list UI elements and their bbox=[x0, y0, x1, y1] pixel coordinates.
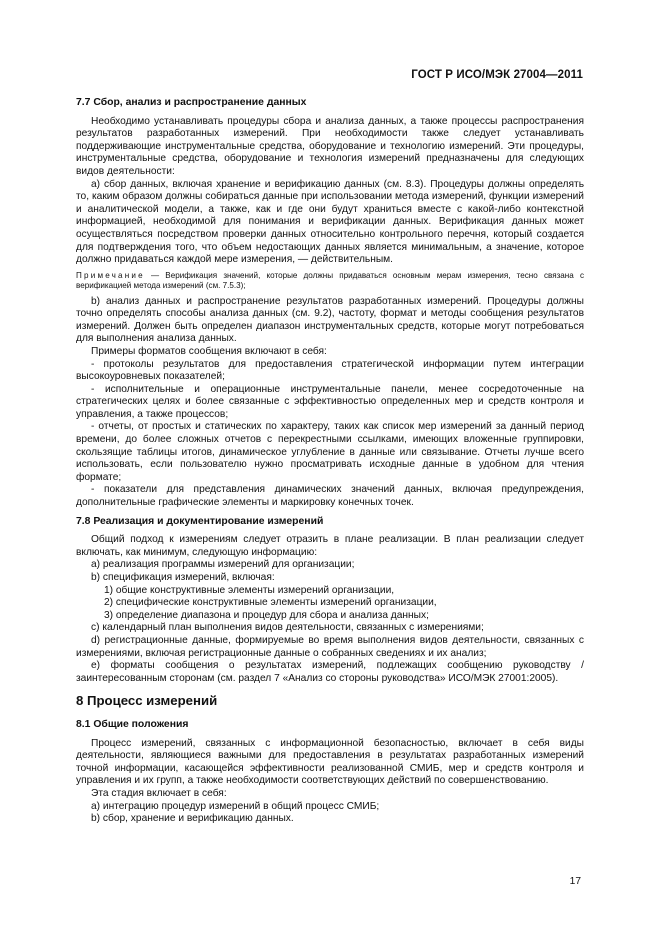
paragraph: Общий подход к измерениям следует отразить в плане реализации. В план реализации следует включать, как минимум, следующую информацию: bbox=[76, 534, 584, 558]
section-8-heading: 8 Процесс измерений bbox=[76, 693, 218, 709]
section-8-1-heading: 8.1 Общие положения bbox=[76, 718, 189, 730]
list-item-e: e) форматы сообщения о результатах измерений, подлежащих сообщению руководству / заинтересованным сторонам (см. раздел 7 «Анализ со стороны руководства» ИСО/МЭК 27001:2005). bbox=[76, 660, 584, 684]
page-number: 17 bbox=[569, 876, 581, 887]
document-header: ГОСТ Р ИСО/МЭК 27004—2011 bbox=[411, 69, 583, 81]
note-text: — Верификация значений, которые должны придаваться основным мерам измерения, тесно связана с верификацией метода измерений (см. 7.5.3); bbox=[76, 270, 584, 291]
list-item-b: b) спецификация измерений, включая: bbox=[91, 572, 275, 583]
list-item-a: a) интеграцию процедур измерений в общий процесс СМИБ; bbox=[91, 800, 380, 812]
paragraph: Эта стадия включает в себя: bbox=[91, 787, 227, 799]
paragraph: Процесс измерений, связанных с информационной безопасностью, включает в себя виды деятельности, являющиеся важными для предоставления в результатах разработанных измерений точной информации, касающейся эффективности реализованной СМИБ, мер и средств контроля и управления и их групп, а также необходимости соответствующих действий по совершенствованию. bbox=[76, 737, 584, 787]
section-7-8-heading: 7.8 Реализация и документирование измерений bbox=[76, 515, 324, 527]
list-item-c: c) календарный план выполнения видов деятельности, связанных с измерениями; bbox=[91, 622, 484, 634]
list-item-a: a) сбор данных, включая хранение и верификацию данных (см. 8.3). Процедуры должны определять то, каким образом должны собираться данные при использовании метода измерений, функции измерений и аналитической модели, а также, как и где они будут храниться вместе с какой-либо контекстной информацией, необходимой для понимания и верификации данных. Верификация данных может осуществляться посредством проверки данных относительно контрольного перечня, который создается для подтверждения того, что объем недостающих данных является минимальным, а значение, которое должно придаваться каждой мере измерения, — действительным. bbox=[76, 178, 584, 266]
list-item: - показатели для представления динамических значений данных, включая предупреждения, дополнительные графические элементы и маркировку конечных точек. bbox=[76, 484, 584, 509]
sub-list-item: 2) специфические конструктивные элементы измерений организации, bbox=[104, 597, 437, 609]
note-label: Примечание bbox=[76, 270, 145, 280]
list-item-d: d) регистрационные данные, формируемые во время выполнения видов деятельности, связанных с измерениями, включая регистрационные данные о собранных сведениях и их анализ; bbox=[76, 634, 584, 659]
list-item-a: a) реализация программы измерений для организации; bbox=[91, 559, 355, 571]
note bbox=[76, 271, 584, 292]
section-7-7-heading: 7.7 Сбор, анализ и распространение данных bbox=[76, 97, 307, 108]
paragraph: Примеры форматов сообщения включают в себя: bbox=[91, 345, 327, 357]
list-item: - протоколы результатов для предоставления стратегической информации путем интеграции высокоуровневых показателей; bbox=[76, 358, 584, 383]
list-item-b: b) сбор, хранение и верификацию данных. bbox=[91, 813, 294, 825]
sub-list-item: 3) определение диапазона и процедур для сбора и анализа данных; bbox=[104, 609, 429, 621]
list-item: - отчеты, от простых и статических по характеру, таких как список мер измерений за данный период времени, до более сложных отчетов с перекрестными ссылками, имеющих вложенные группировки, скользящие таблицы итогов, динамическое углубление в данные или связывание. Отчеты лучше всего использовать, если пользователю нужно просматривать исходные данные в удобном для чтения формате; bbox=[76, 421, 584, 483]
sub-list-item: 1) общие конструктивные элементы измерений организации, bbox=[104, 584, 395, 596]
paragraph: Необходимо устанавливать процедуры сбора и анализа данных, а также процессы распространения результатов разработанных измерений. При необходимости также следует устанавливать поддерживающие инструментальные средства, оборудование и технологию измерений. Эти процедуры, инструментальные средства, оборудование и технология измерений предназначены для следующих видов деятельности: bbox=[76, 115, 584, 177]
list-item: - исполнительные и операционные инструментальные панели, менее сосредоточенные на стратегических целях и более связанные с эффективностью определенных мер и средств контроля и управления, а также процессов; bbox=[76, 383, 584, 420]
document-body bbox=[76, 97, 584, 826]
list-item-b: b) анализ данных и распространение результатов разработанных измерений. Процедуры должны точно определять способы анализа данных (см. 9.2), частоту, формат и методы сообщения результатов измерений. Должен быть определен диапазон инструментальных средств, которые могут потребоваться для выполнения анализа данных. bbox=[76, 295, 584, 345]
